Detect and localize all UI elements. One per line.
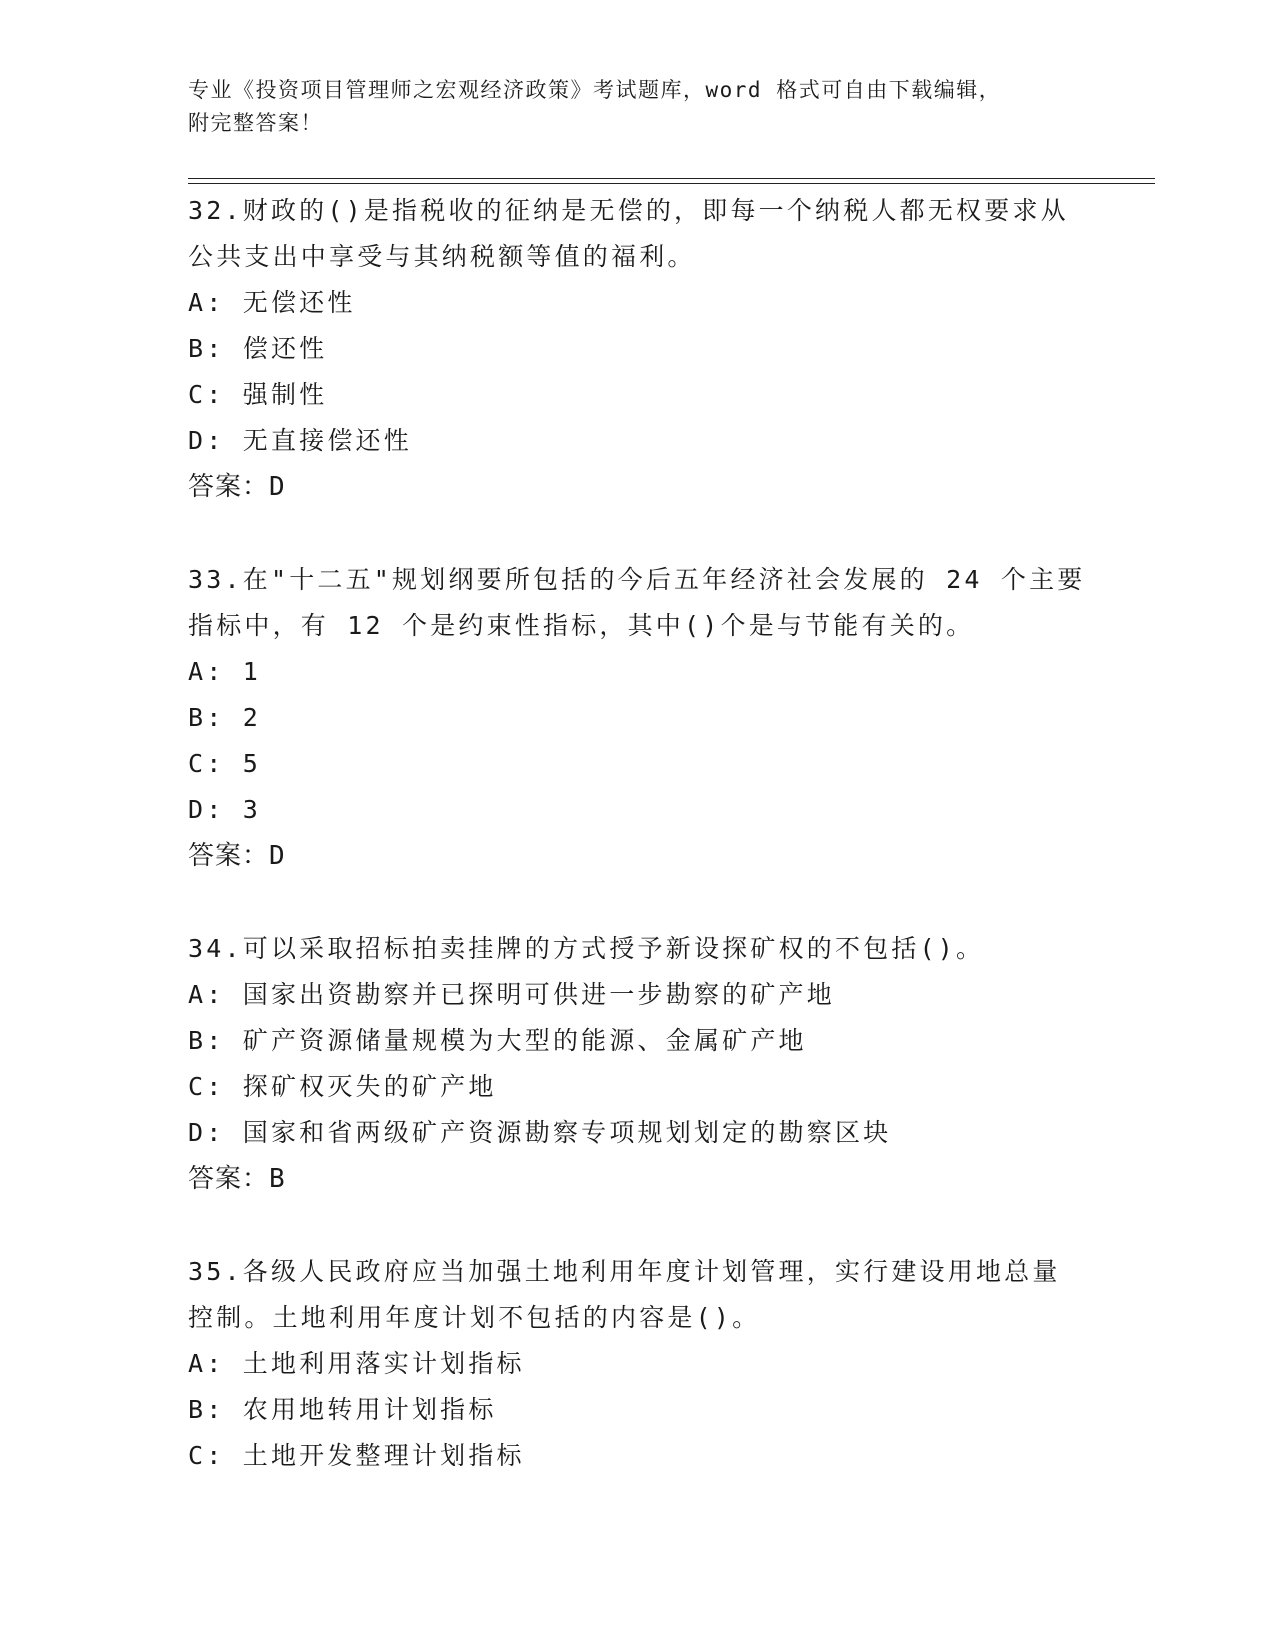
question-stem-line: 34.可以采取招标拍卖挂牌的方式授予新设探矿权的不包括()。 <box>188 934 985 963</box>
answer-value: B <box>269 1164 286 1194</box>
answer-value: D <box>269 841 286 871</box>
option-b: B: 2 <box>188 703 262 732</box>
option-d: D: 3 <box>188 795 262 824</box>
header-line-2: 附完整答案！ <box>188 111 323 135</box>
answer-label: 答案： <box>188 841 270 871</box>
option-b: B: 偿还性 <box>188 334 328 363</box>
question-stem-line: 32.财政的()是指税收的征纳是无偿的，即每一个纳税人都无权要求从 <box>188 196 1069 225</box>
header-divider-top <box>188 178 1155 179</box>
question-stem-line: 控制。土地利用年度计划不包括的内容是()。 <box>188 1303 761 1332</box>
document-header <box>188 74 1088 140</box>
header-line-1: 专业《投资项目管理师之宏观经济政策》考试题库，word 格式可自由下载编辑， <box>188 78 1002 102</box>
answer-line <box>188 833 1088 879</box>
option-c: C: 强制性 <box>188 380 328 409</box>
option-b: B: 矿产资源储量规模为大型的能源、金属矿产地 <box>188 1026 807 1055</box>
question-stem-line: 公共支出中享受与其纳税额等值的福利。 <box>188 242 696 271</box>
option-b: B: 农用地转用计划指标 <box>188 1395 497 1424</box>
option-a: A: 1 <box>188 657 262 686</box>
option-d: D: 国家和省两级矿产资源勘察专项规划划定的勘察区块 <box>188 1118 892 1147</box>
question-stem-line: 指标中，有 12 个是约束性指标，其中()个是与节能有关的。 <box>188 611 975 640</box>
option-a: A: 土地利用落实计划指标 <box>188 1349 525 1378</box>
option-c: C: 5 <box>188 749 262 778</box>
question-35 <box>188 1249 1088 1479</box>
option-a: A: 无偿还性 <box>188 288 356 317</box>
question-33 <box>188 557 1088 879</box>
question-list <box>188 188 1088 1526</box>
answer-value: D <box>269 472 286 502</box>
answer-line <box>188 1156 1088 1202</box>
header-divider-bottom <box>188 183 1155 184</box>
option-c: C: 土地开发整理计划指标 <box>188 1441 525 1470</box>
question-34 <box>188 926 1088 1202</box>
question-stem-line: 35.各级人民政府应当加强土地利用年度计划管理，实行建设用地总量 <box>188 1257 1061 1286</box>
option-c: C: 探矿权灭失的矿产地 <box>188 1072 497 1101</box>
option-a: A: 国家出资勘察并已探明可供进一步勘察的矿产地 <box>188 980 835 1009</box>
answer-label: 答案： <box>188 1164 270 1194</box>
question-stem-line: 33.在"十二五"规划纲要所包括的今后五年经济社会发展的 24 个主要 <box>188 565 1086 594</box>
answer-line <box>188 464 1088 510</box>
question-32 <box>188 188 1088 510</box>
option-d: D: 无直接偿还性 <box>188 426 412 455</box>
answer-label: 答案： <box>188 472 270 502</box>
